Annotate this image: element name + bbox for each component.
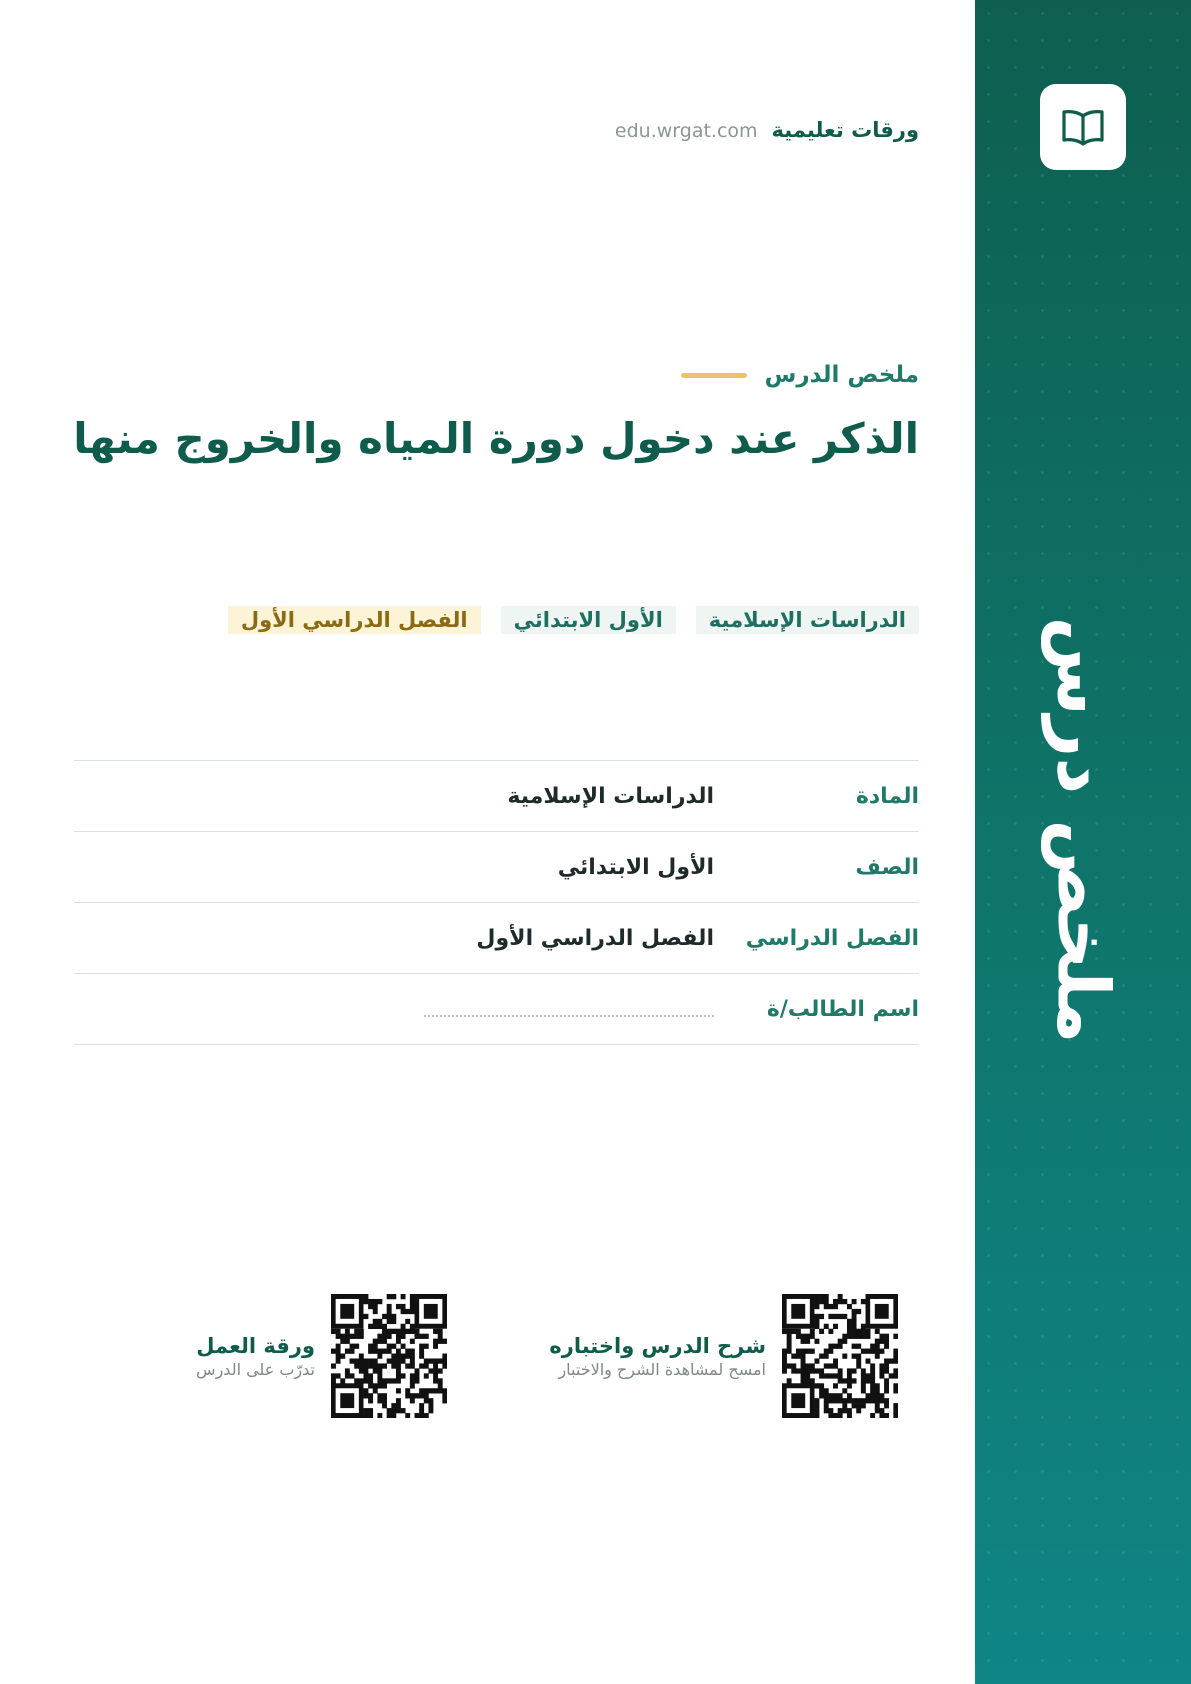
qr-caption	[549, 1334, 766, 1379]
qr-title: ورقة العمل	[196, 1333, 315, 1358]
info-value: الدراسات الإسلامية	[507, 783, 714, 809]
qr-code-icon[interactable]	[782, 1294, 898, 1418]
sidebar	[975, 0, 1191, 1684]
sidebar-vertical-label	[975, 600, 1191, 1060]
info-value: الفصل الدراسي الأول	[476, 925, 714, 951]
term-chip: الفصل الدراسي الأول	[228, 606, 481, 634]
section-kicker	[681, 362, 919, 388]
info-label: الفصل الدراسي	[745, 925, 919, 951]
info-row-student-name	[74, 974, 919, 1045]
info-row-grade	[74, 832, 919, 903]
kicker-text: ملخص الدرس	[764, 362, 919, 388]
qr-subtitle: تدرّب على الدرس	[196, 1359, 315, 1379]
qr-title: شرح الدرس واختباره	[549, 1333, 766, 1358]
info-label: الصف	[855, 854, 919, 880]
qr-subtitle: امسح لمشاهدة الشرح والاختبار	[558, 1359, 766, 1379]
sidebar-label-text: ملخص درس	[1041, 616, 1125, 1044]
qr-worksheet[interactable]	[196, 1294, 447, 1418]
qr-caption	[196, 1334, 315, 1379]
lesson-title: الذكر عند دخول دورة المياه والخروج منها	[73, 414, 919, 463]
info-table	[74, 760, 919, 1045]
tag-chips	[228, 606, 919, 634]
open-book-icon	[1060, 107, 1106, 147]
kicker-accent-bar	[681, 373, 747, 378]
logo-badge	[1040, 84, 1126, 170]
info-label: المادة	[855, 783, 919, 809]
info-value: الأول الابتدائي	[557, 854, 714, 880]
brand	[615, 118, 919, 142]
student-name-blank-line[interactable]	[424, 1001, 714, 1017]
qr-code-icon[interactable]	[331, 1294, 447, 1418]
info-row-subject	[74, 761, 919, 832]
brand-url[interactable]: edu.wrgat.com	[614, 120, 758, 142]
qr-lesson-explanation[interactable]	[549, 1294, 898, 1418]
info-label: اسم الطالب/ة	[766, 996, 919, 1022]
subject-chip: الدراسات الإسلامية	[696, 606, 919, 634]
info-row-term	[74, 903, 919, 974]
brand-name: ورقات تعليمية	[771, 118, 919, 142]
grade-chip: الأول الابتدائي	[501, 606, 676, 634]
